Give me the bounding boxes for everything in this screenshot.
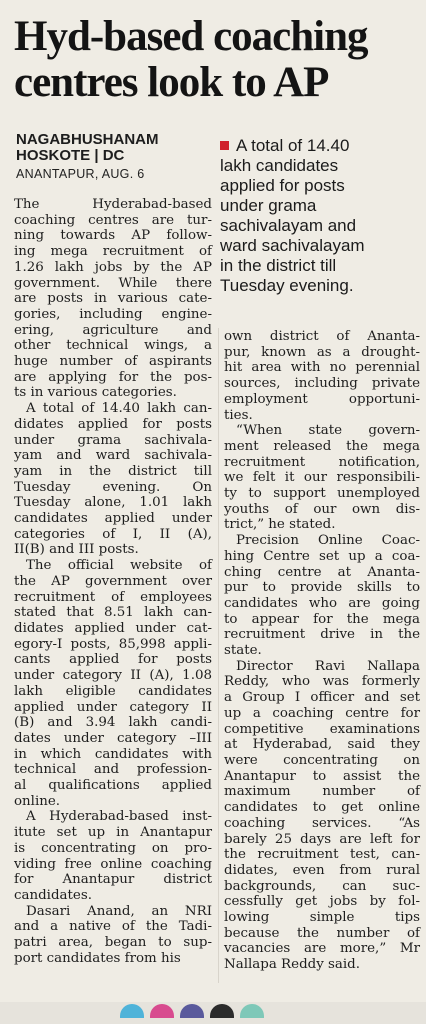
article-text-line: Reddy, who was formerly [224,674,420,690]
pull-quote-line: in the district till [220,256,337,275]
article-text-line: ts in various categories. [14,385,177,401]
article-text-line: Nallapa Reddy said. [224,957,360,973]
red-bullet-icon [220,141,229,150]
article-text-line: ning towards AP follow- [14,228,212,244]
article-text-line: patri area, began to sup- [14,935,212,951]
article-text-line: barely 25 days are left for [224,831,420,847]
pull-quote-line: A total of 14.40 [236,136,350,155]
article-text-line: Director Ravi Nallapa [236,658,420,674]
article-text-line: ering, agriculture and [14,322,212,338]
byline-line-1: NAGABHUSHANAM [16,131,159,148]
article-text-line: and a native of the Tadi- [14,919,212,935]
article-text-line: categories of I, II (A), [14,526,212,542]
article-column-left [14,197,212,966]
article-text-line: applied under category II [14,699,212,715]
article-text-line: recruitment of employees [14,589,212,605]
article-text-line: egory-I posts, 85,998 appli- [14,636,212,652]
article-text-line: Dasari Anand, an NRI [26,903,212,919]
article-text-line: The Hyderabad-based [14,197,212,212]
article-text-line: maximum number of [224,784,420,800]
article-text-line: cants applied for posts [14,652,212,668]
article-text-line: a Group I officer and set [224,690,420,706]
pull-quote-line: Tuesday evening. [220,276,354,295]
article-text-line: recruitment notification, [224,454,420,470]
article-text-line: are applying for the pos- [14,369,212,385]
headline-line-1: Hyd-based coaching [14,13,368,60]
article-text-line: youths of our own dis- [224,501,420,517]
article-text-line: technical and profession- [14,762,212,778]
article-text-line: because the number of [224,925,420,941]
article-text-line: huge number of aspirants [14,354,212,370]
article-text-line: didates applied for posts [14,416,212,432]
article-text-line: ing mega recruitment of [14,244,212,260]
headline [14,14,418,106]
article-text-line: employment opportuni- [224,391,420,407]
article-text-line: under grama sachivala- [14,432,212,448]
article-text-line: trict,” he stated. [224,517,336,533]
article-text-line: for Anantapur district [14,872,212,888]
article-text-line: ching centre at Ananta- [224,564,420,580]
article-text-line: port candidates from his [14,950,181,966]
article-text-line: “When state govern- [236,423,420,439]
article-text-line: coaching centres are tur- [14,212,212,228]
article-text-line: Tuesday alone, 1.01 lakh [14,495,212,511]
article-text-line: up a coaching centre for [224,705,420,721]
toolbar-color-dot [180,1004,204,1018]
article-column-right [224,329,420,973]
article-text-line: Anantapur to assist the [224,768,420,784]
dateline: ANANTAPUR, AUG. 6 [16,167,145,181]
article-text-line: sources, including private [224,376,420,392]
article-text-line: backgrounds, can suc- [224,878,420,894]
article-text-line: candidates to get online [224,800,420,816]
column-divider [218,328,219,983]
article-text-line: vacancies are more,” Mr [224,941,420,957]
article-text-line: al qualifications applied [14,778,212,794]
bottom-toolbar-strip [0,1002,426,1024]
article-text-line: didates, even from rural [224,862,420,878]
byline [16,132,216,164]
article-text-line: state. [224,643,262,659]
article-text-line: stated that 8.51 lakh can- [14,605,212,621]
article-text-line: own district of Ananta- [224,329,420,344]
pull-quote [220,136,420,296]
pull-quote-line: under grama [220,196,317,215]
article-text-line: pur to provide skills to [224,580,420,596]
article-text-line: candidates who are going [224,595,420,611]
article-text-line: other technical wings, a [14,338,212,354]
article-text-line: were concentrating on [224,752,420,768]
article-text-line: ment released the mega [224,438,420,454]
article-text-line: viding free online coaching [14,856,212,872]
article-text-line: recruitment drive in the [224,627,420,643]
article-text-line: are posts in various cate- [14,291,212,307]
byline-line-2: HOSKOTE | DC [16,147,125,164]
pull-quote-line: applied for posts [220,176,345,195]
article-text-line: the AP government over [14,573,212,589]
article-text-line: candidates. [14,887,92,903]
article-text-line: under category II (A), 1.08 [14,668,212,684]
article-text-line: the recruitment test, can- [224,847,420,863]
article-text-line: is concentrating on pro- [14,840,212,856]
headline-line-2: centres look to AP [14,59,329,106]
article-text-line: A Hyderabad-based inst- [26,809,212,825]
article-text-line: hit area with no perennial [224,360,420,376]
article-text-line: we felt it our responsibili- [224,470,420,486]
article-text-line: yam and ward sachivala- [14,448,212,464]
article-text-line: Precision Online Coac- [236,533,420,549]
article-text-line: (B) and 3.94 lakh candi- [14,715,212,731]
article-text-line: Tuesday evening. On [14,479,212,495]
article-text-line: at Hyderabad, said they [224,737,420,753]
article-text-line: dates under category –III [14,730,212,746]
toolbar-color-dot [240,1004,264,1018]
article-text-line: The official website of [26,558,212,574]
article-text-line: cessfully get jobs by fol- [224,894,420,910]
article-text-line: coaching services. “As [224,815,420,831]
article-text-line: gories, including engine- [14,306,212,322]
article-text-line: candidates applied under [14,511,212,527]
pull-quote-line: sachivalayam and [220,216,357,235]
pull-quote-line: ward sachivalayam [220,236,365,255]
article-text-line: 1.26 lakh jobs by the AP [14,259,212,275]
toolbar-color-dot [120,1004,144,1018]
pull-quote-first-line [220,136,420,156]
article-text-line: in which candidates with [14,746,212,762]
article-text-line: pur, known as a drought- [224,344,420,360]
article-text-line: lakh eligible candidates [14,683,212,699]
article-text-line: to appear for the mega [224,611,420,627]
article-text-line: yam in the district till [14,463,212,479]
article-text-line: government. While there [14,275,212,291]
article-text-line: itute set up in Anantapur [14,825,212,841]
article-text-line: hing Centre set up a coa- [224,548,420,564]
article-text-line: competitive examinations [224,721,420,737]
article-text-line: A total of 14.40 lakh can- [26,401,212,417]
toolbar-color-dot [210,1004,234,1018]
article-text-line: II(B) and III posts. [14,542,139,558]
article-text-line: lowing simple tips [224,910,420,926]
article-text-line: didates applied under cat- [14,620,212,636]
pull-quote-line: lakh candidates [220,156,339,175]
article-text-line: ties. [224,407,253,423]
article-text-line: online. [14,793,61,809]
article-text-line: ty to support unemployed [224,486,420,502]
toolbar-color-dot [150,1004,174,1018]
